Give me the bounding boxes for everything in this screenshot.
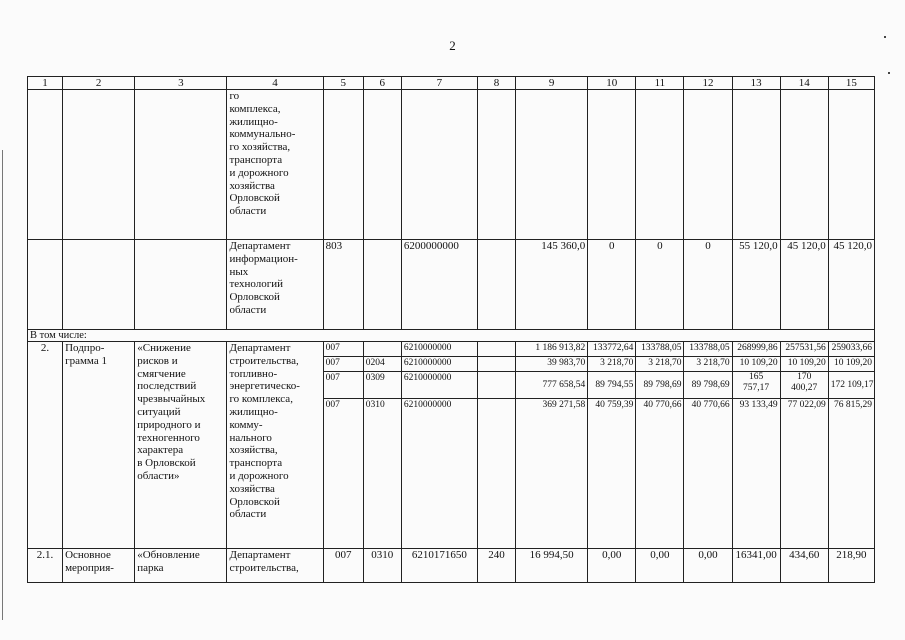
rz-pr-code <box>363 240 401 330</box>
header-cell: 9 <box>516 77 588 90</box>
title-cell: «Обновление парка <box>135 549 227 583</box>
year-amount: 40 759,39 <box>588 399 636 549</box>
grbs-code: 007 <box>323 399 363 549</box>
year-amount: 77 022,09 <box>780 399 828 549</box>
header-cell: 2 <box>63 77 135 90</box>
item-number: 2. <box>28 342 63 549</box>
grbs-code: 007 <box>323 549 363 583</box>
executor-cell: Департамент информацион- ных технологий Орловской области <box>227 240 323 330</box>
year-amount: 0 <box>636 240 684 330</box>
vr-code: 240 <box>478 549 516 583</box>
column-number-row <box>28 77 875 90</box>
year-amount: 218,90 <box>828 549 874 583</box>
total-amount: 1 186 913,82 <box>516 342 588 357</box>
header-cell: 12 <box>684 77 732 90</box>
year-amount: 0,00 <box>684 549 732 583</box>
header-cell: 10 <box>588 77 636 90</box>
rz-pr-code: 0309 <box>363 372 401 399</box>
year-amount: 257531,56 <box>780 342 828 357</box>
year-amount: 165 757,17 <box>732 372 780 399</box>
executor-cell: го комплекса, жилищно- коммунально- го хозяйства, транспорта и дорожного хозяйства Орловской области <box>227 90 323 240</box>
vr-code <box>478 399 516 549</box>
year-amount: 172 109,17 <box>828 372 874 399</box>
header-cell: 6 <box>363 77 401 90</box>
csr-code: 6210171650 <box>401 549 477 583</box>
year-amount: 93 133,49 <box>732 399 780 549</box>
grbs-code: 007 <box>323 372 363 399</box>
year-amount: 133772,64 <box>588 342 636 357</box>
rz-pr-code: 0310 <box>363 549 401 583</box>
vr-code <box>478 372 516 399</box>
csr-code: 6200000000 <box>401 240 477 330</box>
grbs-code: 007 <box>323 357 363 372</box>
year-amount: 133788,05 <box>636 342 684 357</box>
year-amount: 45 120,0 <box>780 240 828 330</box>
grbs-code: 007 <box>323 342 363 357</box>
header-cell: 7 <box>401 77 477 90</box>
scan-edge-line <box>2 150 3 620</box>
status-cell: Основное мероприя- <box>63 549 135 583</box>
year-amount: 16341,00 <box>732 549 780 583</box>
year-amount: 259033,66 <box>828 342 874 357</box>
total-amount: 777 658,54 <box>516 372 588 399</box>
rz-pr-code <box>363 342 401 357</box>
year-amount: 170 400,27 <box>780 372 828 399</box>
year-amount: 10 109,20 <box>780 357 828 372</box>
header-cell: 4 <box>227 77 323 90</box>
year-amount: 3 218,70 <box>636 357 684 372</box>
year-amount: 268999,86 <box>732 342 780 357</box>
vr-code <box>478 342 516 357</box>
year-amount: 434,60 <box>780 549 828 583</box>
year-amount: 10 109,20 <box>732 357 780 372</box>
header-cell: 15 <box>828 77 874 90</box>
year-amount: 133788,05 <box>684 342 732 357</box>
status-cell: Подпро- грамма 1 <box>63 342 135 549</box>
title-cell: «Снижение рисков и смягчение последствий чрезвычайных ситуаций природного и техногенного характера в Орловской области» <box>135 342 227 549</box>
header-cell: 5 <box>323 77 363 90</box>
rz-pr-code: 0310 <box>363 399 401 549</box>
year-amount: 89 798,69 <box>684 372 732 399</box>
vr-code <box>478 357 516 372</box>
scan-speck <box>884 36 886 38</box>
table-row <box>28 90 875 240</box>
executor-cell: Департамент строительства, <box>227 549 323 583</box>
year-amount: 0,00 <box>636 549 684 583</box>
header-cell: 3 <box>135 77 227 90</box>
total-amount: 369 271,58 <box>516 399 588 549</box>
year-amount: 3 218,70 <box>588 357 636 372</box>
item-number: 2.1. <box>28 549 63 583</box>
total-amount: 39 983,70 <box>516 357 588 372</box>
year-amount: 10 109,20 <box>828 357 874 372</box>
header-cell: 8 <box>478 77 516 90</box>
rz-pr-code: 0204 <box>363 357 401 372</box>
year-amount: 0,00 <box>588 549 636 583</box>
table-row <box>28 342 875 357</box>
year-amount: 0 <box>588 240 636 330</box>
year-amount: 40 770,66 <box>684 399 732 549</box>
year-amount: 3 218,70 <box>684 357 732 372</box>
header-cell: 1 <box>28 77 63 90</box>
table-row <box>28 240 875 330</box>
grbs-code: 803 <box>323 240 363 330</box>
year-amount: 89 794,55 <box>588 372 636 399</box>
csr-code: 6210000000 <box>401 372 477 399</box>
year-amount: 89 798,69 <box>636 372 684 399</box>
header-cell: 13 <box>732 77 780 90</box>
executor-cell: Департамент строительства, топливно- энергетическо- го комплекса, жилищно- комму- нального хозяйства, транспорта и дорожного хозяйства Орловской области <box>227 342 323 549</box>
total-amount: 145 360,0 <box>516 240 588 330</box>
year-amount: 55 120,0 <box>732 240 780 330</box>
header-cell: 14 <box>780 77 828 90</box>
total-amount: 16 994,50 <box>516 549 588 583</box>
section-label: В том числе: <box>28 330 875 342</box>
year-amount: 0 <box>684 240 732 330</box>
year-amount: 76 815,29 <box>828 399 874 549</box>
vr-code <box>478 240 516 330</box>
year-amount: 45 120,0 <box>828 240 874 330</box>
csr-code: 6210000000 <box>401 357 477 372</box>
page-number: 2 <box>449 38 456 53</box>
program-funding-table <box>27 76 875 583</box>
csr-code: 6210000000 <box>401 399 477 549</box>
section-label-row <box>28 330 875 342</box>
csr-code: 6210000000 <box>401 342 477 357</box>
table-row <box>28 549 875 583</box>
year-amount: 40 770,66 <box>636 399 684 549</box>
header-cell: 11 <box>636 77 684 90</box>
scan-speck <box>888 72 890 74</box>
